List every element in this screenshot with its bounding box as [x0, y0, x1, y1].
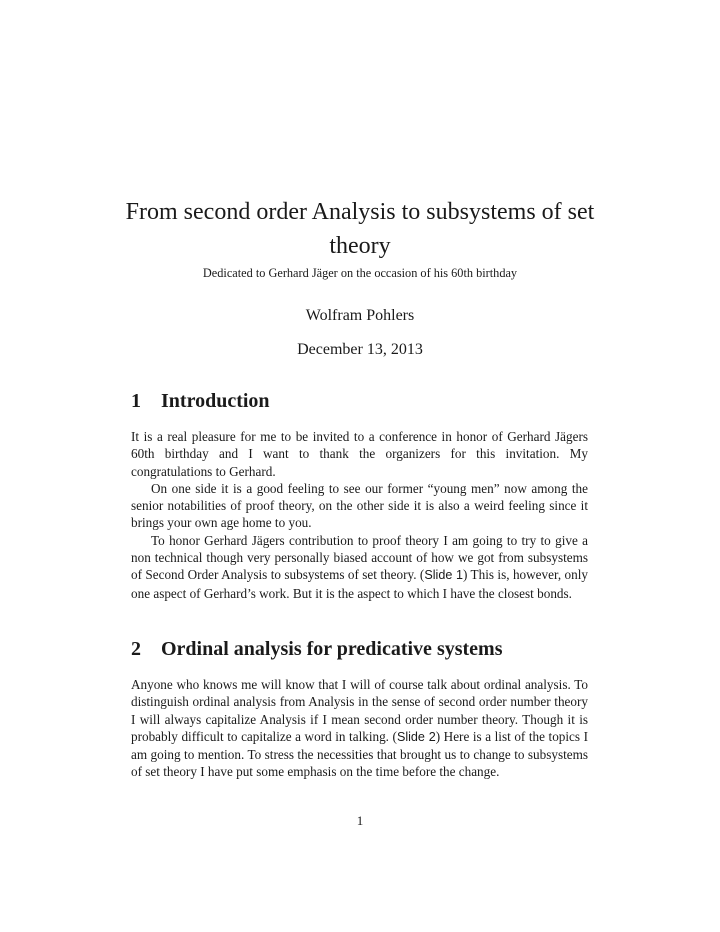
paragraph-text: ) This is, however, only one aspect of Gerhard’s work. But it is the aspect to which I have the closest bonds.	[131, 567, 588, 601]
paragraph	[131, 676, 588, 781]
author-name: Wolfram Pohlers	[305, 307, 415, 324]
section-number: 2	[131, 638, 141, 660]
paragraph	[131, 480, 588, 532]
paragraph-text: On one side it is a good feeling to see our former “young men” now among the senior notabilities of proof theory, on the other side it is also a weird feeling since it brings your own age home to you.	[131, 480, 588, 531]
slide-reference: Slide 1	[424, 568, 463, 583]
section-heading-ordinal-analysis	[131, 638, 502, 661]
section-heading-introduction	[131, 390, 270, 413]
paragraph-text: Anyone who knows me will know that I will of course talk about ordinal analysis. To distinguish ordinal analysis from Analysis in the sense of second order number theory I will always capitalize Analysis if I mean second order number theory. Though it is probably difficult to capitalize a word in talking. (	[131, 677, 588, 744]
paper-title: From second order Analysis to subsystems of set theory	[125, 199, 595, 259]
page-number: 1	[356, 813, 364, 828]
paragraph-text: To honor Gerhard Jägers contribution to proof theory I am going to try to give a non technical though very personally biased account of how we got from subsystems of Second Order Analysis to subsystems of set theory. (	[131, 532, 588, 583]
paragraph-text: It is a real pleasure for me to be invited to a conference in honor of Gerhard Jägers 60th birthday and I want to thank the organizers for this invitation. My congratulations to Gerhard.	[131, 429, 588, 479]
paragraph	[131, 532, 588, 602]
section-body-introduction	[131, 428, 588, 602]
paragraph	[131, 428, 588, 480]
dedication: Dedicated to Gerhard Jäger on the occasion of his 60th birthday	[202, 266, 518, 280]
section-number: 1	[131, 390, 141, 412]
section-title: Introduction	[161, 390, 270, 412]
slide-reference: Slide 2	[396, 729, 436, 744]
section-title: Ordinal analysis for predicative systems	[161, 638, 503, 660]
paper-date: December 13, 2013	[297, 341, 423, 358]
section-body-ordinal-analysis	[131, 676, 588, 781]
paragraph-text: ) Here is a list of the topics I am going to mention. To stress the necessities that brought us to change to subsystems of set theory I have put some emphasis on the time before the change.	[131, 728, 589, 780]
